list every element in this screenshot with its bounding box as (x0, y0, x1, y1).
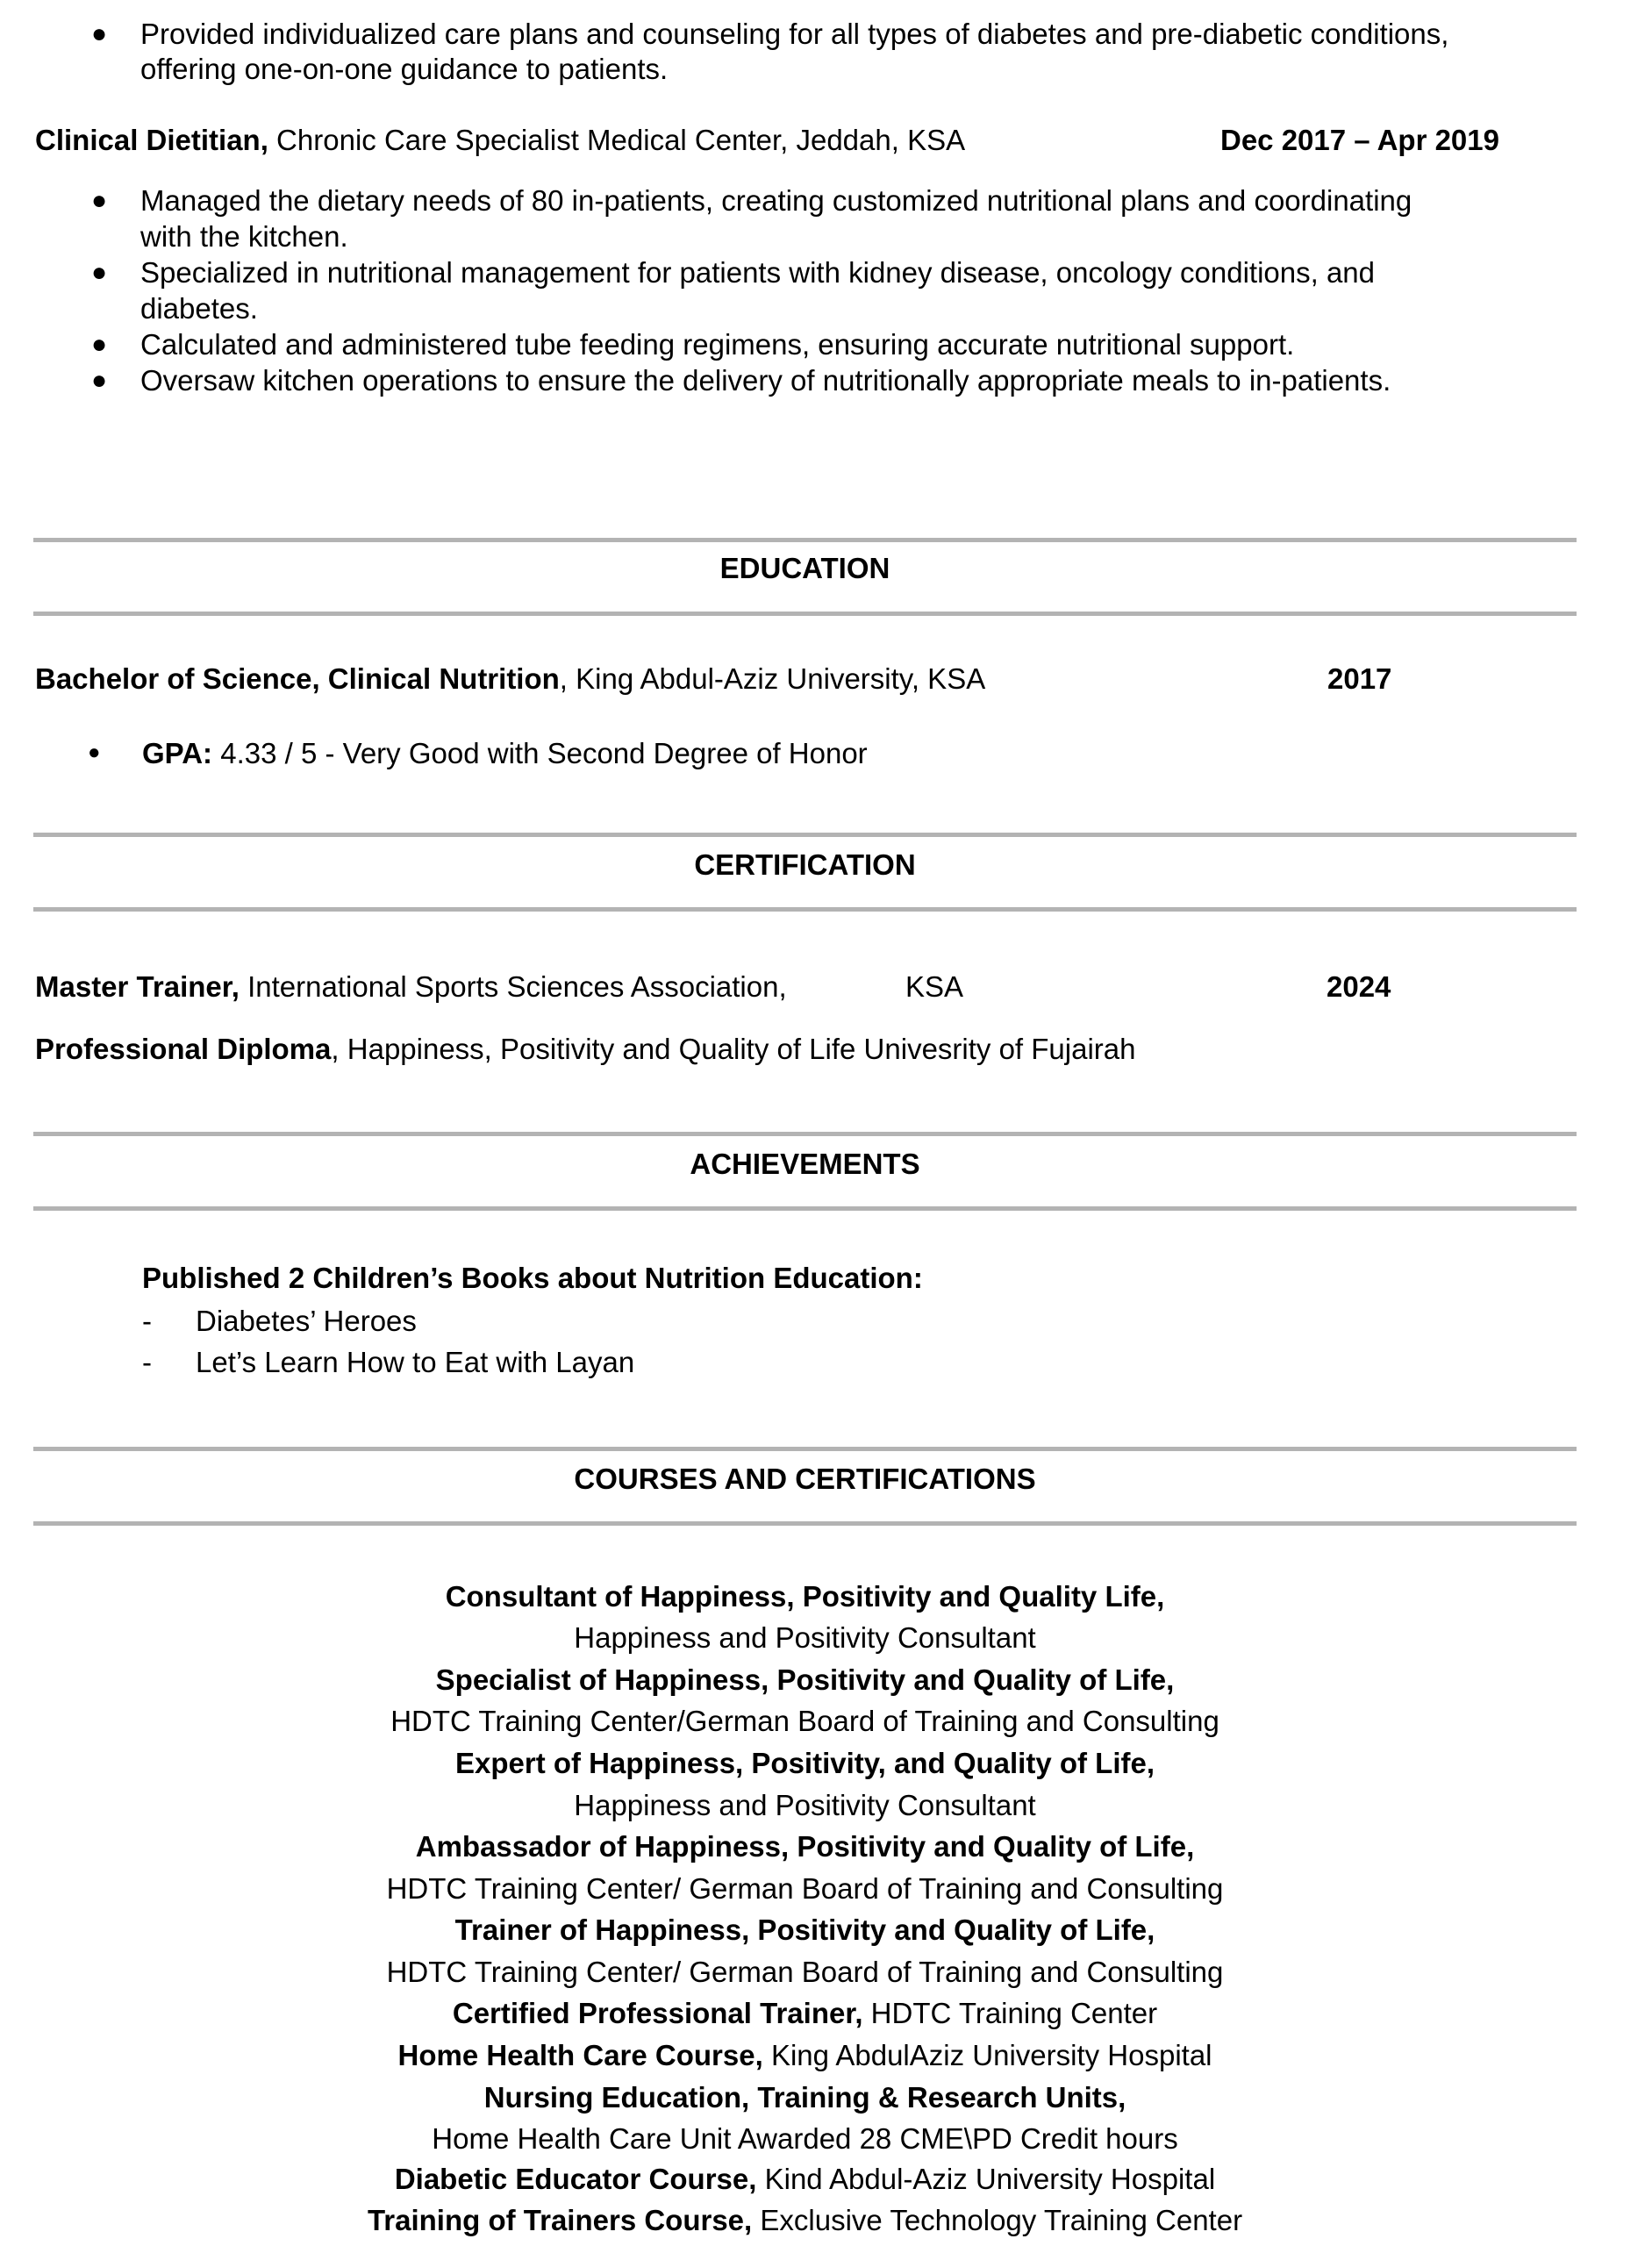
course-line (33, 2083, 1577, 2112)
bullet-icon: ● (91, 330, 108, 359)
course-line (33, 1706, 1577, 1735)
job-title: Clinical Dietitian, (35, 124, 268, 156)
book-title: Diabetes’ Heroes (196, 1305, 417, 1337)
certification-title: Professional Diploma (35, 1033, 332, 1065)
gpa-label: GPA: (142, 737, 213, 769)
section-heading-achievements: ACHIEVEMENTS (690, 1148, 920, 1180)
course-line (33, 1665, 1577, 1694)
section-heading-certification: CERTIFICATION (694, 848, 916, 881)
degree-year: 2017 (1327, 662, 1392, 695)
course-title: Nursing Education, Training & Research Units, (483, 2081, 1126, 2114)
gpa-value: 4.33 / 5 - Very Good with Second Degree of Honor (212, 737, 868, 769)
course-title: Ambassador of Happiness, Positivity and Quality of Life, (415, 1830, 1195, 1863)
course-provider: HDTC Training Center/ German Board of Training and Consulting (386, 1872, 1224, 1905)
course-provider: HDTC Training Center/ German Board of Training and Consulting (386, 1956, 1224, 1988)
bullet-text: Specialized in nutritional management for patients with kidney disease, oncology conditions, and (140, 256, 1376, 289)
course-line (33, 1623, 1577, 1652)
section-divider (33, 1132, 1577, 1136)
certification-detail: , Happiness, Positivity and Quality of Life Univesrity of Fujairah (331, 1033, 1136, 1065)
section-heading-courses: COURSES AND CERTIFICATIONS (574, 1463, 1036, 1495)
achievement-intro: Published 2 Children’s Books about Nutrition Education: (142, 1262, 923, 1294)
job-employer: Chronic Care Specialist Medical Center, Jeddah, KSA (268, 124, 966, 156)
job-header (35, 125, 965, 154)
course-provider: HDTC Training Center (862, 1997, 1158, 2029)
course-line (33, 2124, 1577, 2153)
course-line (33, 1999, 1577, 2028)
course-provider: Happiness and Positivity Consultant (574, 1789, 1036, 1821)
bullet-text: Managed the dietary needs of 80 in-patients, creating customized nutritional plans and coordinating (140, 184, 1412, 217)
section-divider (33, 538, 1577, 542)
dash-bullet-icon: - (142, 1346, 152, 1378)
section-heading-education: EDUCATION (719, 552, 890, 584)
course-provider: Kind Abdul-Aziz University Hospital (756, 2163, 1216, 2195)
section-divider (33, 1521, 1577, 1526)
course-title: Consultant of Happiness, Positivity and Quality Life, (445, 1580, 1165, 1613)
bullet-icon: ● (91, 186, 108, 215)
course-title: Home Health Care Course, (397, 2039, 763, 2071)
bullet-icon: ● (91, 258, 108, 287)
course-line (33, 2164, 1577, 2193)
course-line (33, 1791, 1577, 1820)
certification-title: Master Trainer, (35, 970, 240, 1003)
bullet-icon: ● (91, 366, 108, 395)
course-title: Training of Trainers Course, (367, 2204, 753, 2236)
bullet-icon: ● (88, 740, 101, 764)
bullet-text: Calculated and administered tube feeding regimens, ensuring accurate nutritional support. (140, 328, 1295, 361)
course-provider: Home Health Care Unit Awarded 28 CME\PD Credit hours (432, 2122, 1178, 2155)
course-line (33, 1957, 1577, 1986)
section-divider (33, 612, 1577, 616)
section-divider (33, 833, 1577, 837)
course-title: Certified Professional Trainer, (452, 1997, 863, 2029)
course-line (33, 1915, 1577, 1944)
bullet-text: diabetes. (140, 292, 258, 325)
bullet-text: Oversaw kitchen operations to ensure the delivery of nutritionally appropriate meals to in-patients. (140, 364, 1391, 397)
bullet-text: offering one-on-one guidance to patients. (140, 53, 669, 85)
course-title: Specialist of Happiness, Positivity and Quality of Life, (435, 1663, 1175, 1696)
course-provider: Happiness and Positivity Consultant (574, 1621, 1036, 1654)
degree-row (35, 664, 985, 693)
job-dates: Dec 2017 – Apr 2019 (1220, 124, 1499, 156)
course-line (33, 2041, 1577, 2070)
course-title: Diabetic Educator Course, (394, 2163, 757, 2195)
course-provider: Exclusive Technology Training Center (752, 2204, 1243, 2236)
book-title: Let’s Learn How to Eat with Layan (196, 1346, 635, 1378)
course-provider: King AbdulAziz University Hospital (762, 2039, 1212, 2071)
gpa-line (142, 739, 868, 768)
dash-bullet-icon: - (142, 1305, 152, 1337)
course-line (33, 1874, 1577, 1903)
section-divider (33, 907, 1577, 912)
bullet-text: with the kitchen. (140, 220, 348, 253)
degree-institution: , King Abdul-Aziz University, KSA (559, 662, 986, 695)
course-title: Expert of Happiness, Positivity, and Quality of Life, (454, 1747, 1155, 1779)
section-divider (33, 1447, 1577, 1451)
bullet-icon: ● (91, 19, 108, 48)
course-line (33, 1832, 1577, 1861)
course-title: Trainer of Happiness, Positivity and Quality of Life, (454, 1913, 1155, 1946)
certification-row (35, 972, 787, 1001)
certification-row (35, 1034, 1136, 1063)
degree-title: Bachelor of Science, Clinical Nutrition (35, 662, 560, 695)
certification-location: KSA (905, 970, 964, 1003)
section-divider (33, 1206, 1577, 1211)
course-line (33, 2206, 1577, 2235)
course-provider: HDTC Training Center/German Board of Training and Consulting (390, 1705, 1219, 1737)
course-line (33, 1582, 1577, 1611)
course-line (33, 1749, 1577, 1777)
certification-year: 2024 (1327, 970, 1391, 1003)
certification-detail: International Sports Sciences Association, (239, 970, 787, 1003)
bullet-text: Provided individualized care plans and counseling for all types of diabetes and pre-diabetic conditions, (140, 18, 1449, 50)
